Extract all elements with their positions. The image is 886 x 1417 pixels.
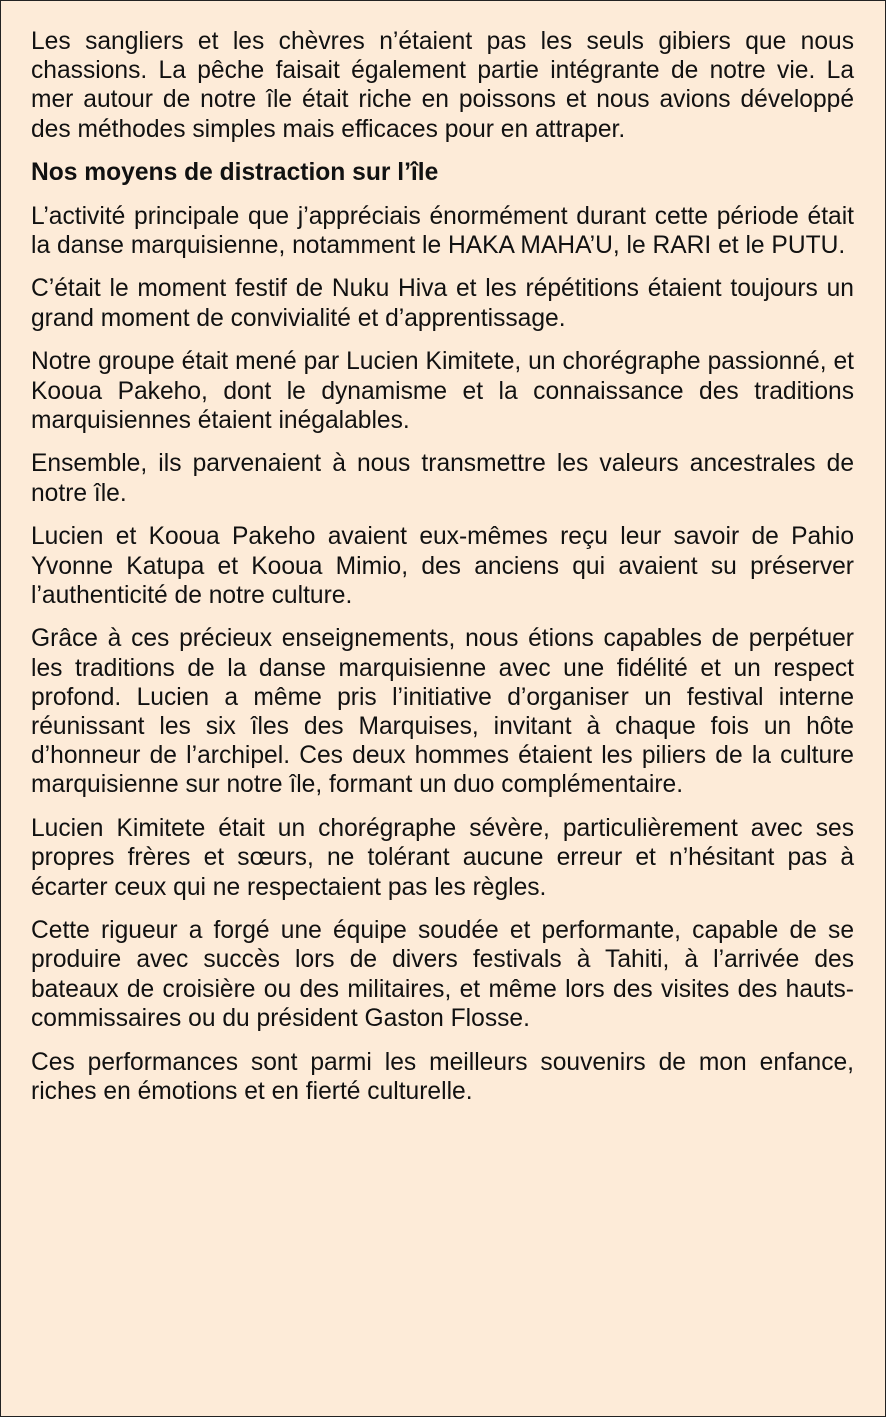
paragraph-5: Lucien et Kooua Pakeho avaient eux-mêmes reçu leur savoir de Pahio Yvonne Katupa et Kooua Mimio, des anciens qui avaient su préserver l’authenticité de notre culture. xyxy=(31,523,854,609)
paragraph-6: Grâce à ces précieux enseignements, nous étions capables de perpétuer les traditions de la danse marquisienne avec une fidélité et un respect profond. Lucien a même pris l’initiative d’organiser un festival interne réunissant les six îles des Marquises, invitant à chaque fois un hôte d’honneur de l’archipel. Ces deux hommes étaient les piliers de la culture marquisienne sur notre île, formant un duo complémentaire. xyxy=(31,625,854,799)
section-heading: Nos moyens de distraction sur l’île xyxy=(31,159,439,187)
paragraph-9: Ces performances sont parmi les meilleurs souvenirs de mon enfance, riches en émotions et en fierté culturelle. xyxy=(31,1048,854,1105)
paragraph-2: C’était le moment festif de Nuku Hiva et les répétitions étaient toujours un grand moment de convivialité et d’apprentissage. xyxy=(31,275,854,332)
paragraph-intro: Les sangliers et les chèvres n’étaient pas les seuls gibiers que nous chassions. La pêche faisait également partie intégrante de notre vie. La mer autour de notre île était riche en poissons et nous avions développé des méthodes simples mais efficaces pour en attraper. xyxy=(31,28,854,143)
paragraph-8: Cette rigueur a forgé une équipe soudée et performante, capable de se produire avec succès lors de divers festivals à Tahiti, à l’arrivée des bateaux de croisière ou des militaires, et même lors des visites des hauts-commissaires ou du président Gaston Flosse. xyxy=(31,917,854,1032)
paragraph-3: Notre groupe était mené par Lucien Kimitete, un chorégraphe passionné, et Kooua Pakeho, dont le dynamisme et la connaissance des traditions marquisiennes étaient inégalables. xyxy=(31,348,854,434)
paragraph-1: L’activité principale que j’appréciais énormément durant cette période était la danse marquisienne, notamment le HAKA MAHA’U, le RARI et le PUTU. xyxy=(31,202,854,259)
paragraph-4: Ensemble, ils parvenaient à nous transmettre les valeurs ancestrales de notre île. xyxy=(31,450,854,507)
paragraph-7: Lucien Kimitete était un chorégraphe sévère, particulièrement avec ses propres frères et sœurs, ne tolérant aucune erreur et n’hésitant pas à écarter ceux qui ne respectaient pas les règles. xyxy=(31,815,854,901)
